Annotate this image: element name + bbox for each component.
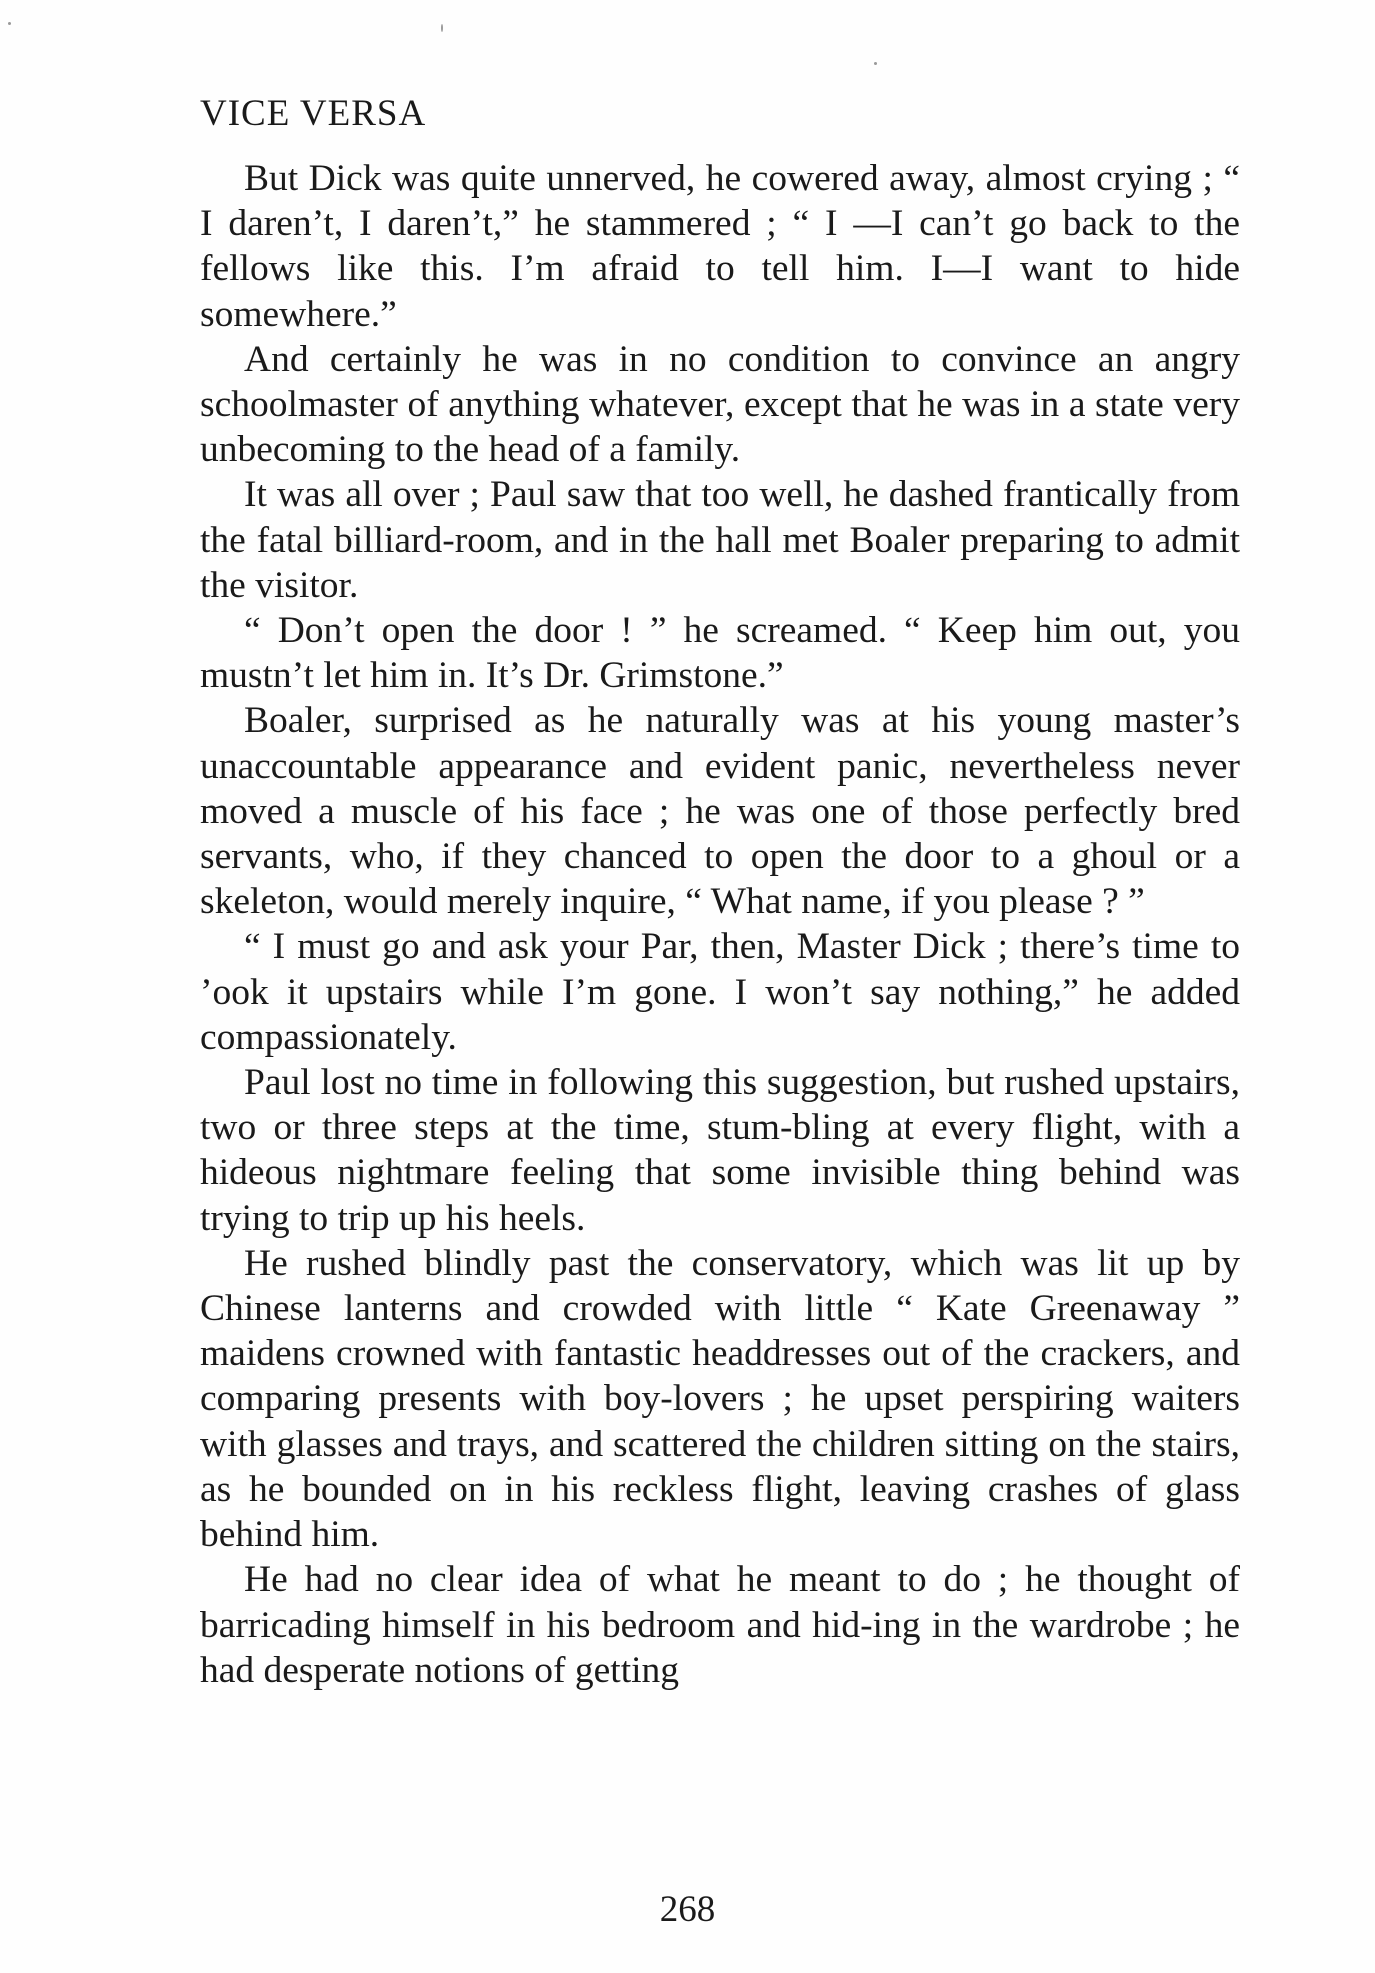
running-head: VICE VERSA [200, 93, 427, 134]
paper-speck [874, 62, 877, 65]
paragraph: He had no clear idea of what he meant to do ; he thought of barricading himself in his bedroom and hid-ing in the wardrobe ; he had desperate notions of getting [200, 1559, 1240, 1691]
paragraph: It was all over ; Paul saw that too well, he dashed frantically from the fatal billiard-room, and in the hall met Boaler preparing to admit the visitor. [200, 474, 1240, 606]
paragraph: “ I must go and ask your Par, then, Master Dick ; there’s time to ’ook it upstairs while I’m gone. I won’t say nothing,” he added compassionately. [200, 926, 1240, 1058]
paragraph: Paul lost no time in following this suggestion, but rushed upstairs, two or three steps at the time, stum-bling at every flight, with a hideous nightmare feeling that some invisible thing behind was trying to trip up his heels. [200, 1062, 1240, 1239]
body-text [200, 156, 1240, 1693]
paper-speck [8, 22, 11, 25]
paragraph: And certainly he was in no condition to convince an angry schoolmaster of anything whatever, except that he was in a state very unbecoming to the head of a family. [200, 338, 1240, 471]
paragraph: But Dick was quite unnerved, he cowered away, almost crying ; “ I daren’t, I daren’t,” he stammered ; “ I —I can’t go back to the fellows like this. I’m afraid to tell him. I—I want to hide somewhere.” [200, 158, 1240, 335]
page-number: 268 [659, 1889, 716, 1930]
paper-speck [441, 24, 443, 32]
paragraph: Boaler, surprised as he naturally was at his young master’s unaccountable appearance and evident panic, nevertheless never moved a muscle of his face ; he was one of those perfectly bred servants, who, if they chanced to open the door to a ghoul or a skeleton, would merely inquire, “ What name, if you please ? ” [200, 700, 1240, 923]
paragraph: He rushed blindly past the conservatory, which was lit up by Chinese lanterns and crowded with little “ Kate Greenaway ” maidens crowned with fantastic headdresses out of the crackers, and comparing presents with boy-lovers ; he upset perspiring waiters with glasses and trays, and scattered the children sitting on the stairs, as he bounded on in his reckless flight, leaving crashes of glass behind him. [200, 1242, 1240, 1556]
paragraph: “ Don’t open the door ! ” he screamed. “ Keep him out, you mustn’t let him in. It’s Dr. Grimstone.” [200, 610, 1240, 697]
